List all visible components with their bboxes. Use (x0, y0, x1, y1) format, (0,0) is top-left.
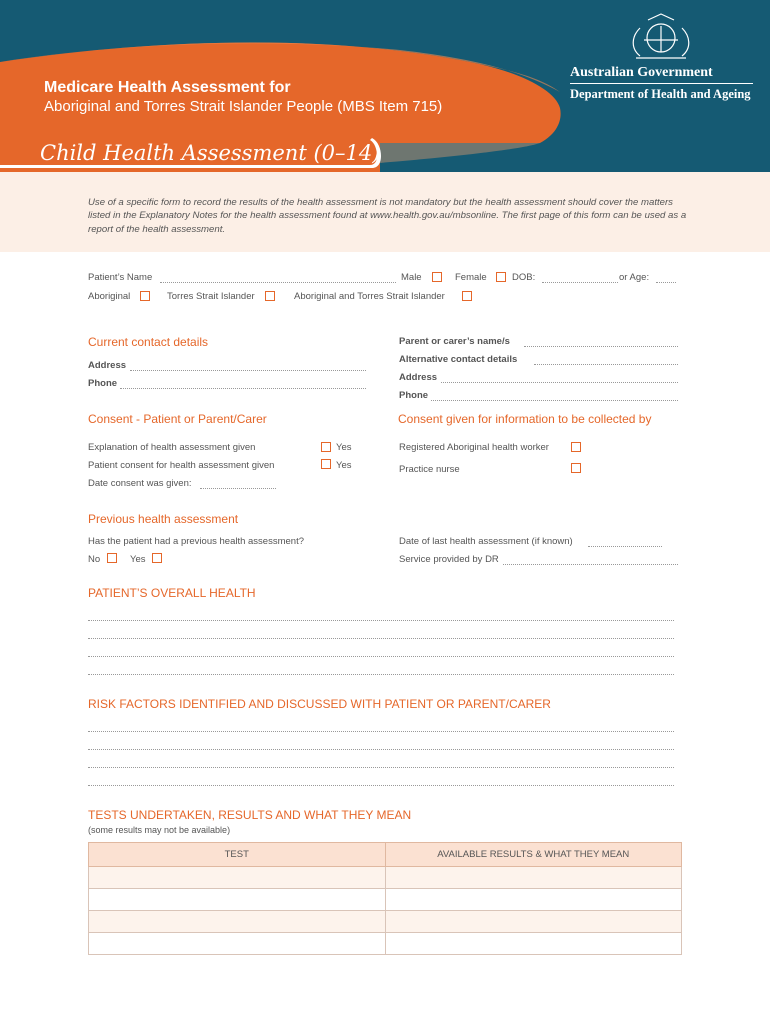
risk-factors-line[interactable] (88, 785, 674, 786)
tests-table (88, 842, 682, 955)
address-field[interactable] (130, 370, 366, 371)
phone-field[interactable] (120, 388, 366, 389)
result-cell[interactable] (385, 911, 682, 933)
service-provided-field[interactable] (503, 564, 678, 565)
alt-contact-label: Alternative contact details (399, 354, 518, 365)
aho-label: Registered Aboriginal health worker (399, 442, 549, 453)
parent-name-label: Parent or carer’s name/s (399, 336, 510, 347)
overall-health-line[interactable] (88, 620, 674, 621)
nurse-checkbox[interactable] (571, 463, 581, 473)
tests-table-header (89, 843, 682, 867)
alt-phone-field[interactable] (431, 400, 678, 401)
explanation-label: Explanation of health assessment given (88, 442, 256, 453)
both-checkbox[interactable] (462, 291, 472, 301)
contact-heading: Current contact details (88, 335, 209, 349)
table-row (89, 911, 682, 933)
patient-name-field[interactable] (160, 282, 396, 283)
consent-date-label: Date consent was given: (88, 478, 192, 489)
form-title-line2: Aboriginal and Torres Strait Islander People (MBS Item 715) (44, 98, 443, 115)
female-label: Female (455, 272, 487, 283)
alt-address-field[interactable] (441, 382, 678, 383)
age-label: or Age: (619, 272, 650, 283)
overall-health-heading: PATIENT’S OVERALL HEALTH (88, 586, 256, 600)
patient-consent-yes-label: Yes (336, 460, 352, 471)
previous-no-label: No (88, 554, 101, 565)
result-cell[interactable] (385, 889, 682, 911)
department-name: Department of Health and Ageing (570, 87, 751, 101)
last-assessment-date-label: Date of last health assessment (if known) (399, 536, 573, 547)
result-cell[interactable] (385, 933, 682, 955)
test-cell[interactable] (89, 933, 386, 955)
test-cell[interactable] (89, 889, 386, 911)
address-label: Address (88, 360, 127, 371)
tsi-label: Torres Strait Islander (167, 291, 255, 302)
dob-field[interactable] (542, 282, 618, 283)
test-cell[interactable] (89, 911, 386, 933)
nurse-label: Practice nurse (399, 464, 460, 475)
table-row (89, 933, 682, 955)
service-provided-label: Service provided by DR (399, 554, 499, 565)
previous-yes-checkbox[interactable] (152, 553, 162, 563)
alt-contact-field[interactable] (534, 364, 678, 365)
results-column-header: AVAILABLE RESULTS & WHAT THEY MEAN (385, 843, 682, 867)
previous-question: Has the patient had a previous health assessment? (88, 536, 304, 547)
risk-factors-line[interactable] (88, 767, 674, 768)
consent-date-field[interactable] (200, 488, 276, 489)
tests-subheading: (some results may not be available) (88, 825, 231, 835)
risk-factors-heading: RISK FACTORS IDENTIFIED AND DISCUSSED WITH PATIENT OR PARENT/CARER (88, 697, 551, 711)
overall-health-line[interactable] (88, 638, 674, 639)
overall-health-line[interactable] (88, 656, 674, 657)
explanation-yes-checkbox[interactable] (321, 442, 331, 452)
dob-label: DOB: (512, 272, 536, 283)
government-divider (570, 83, 753, 84)
government-name: Australian Government (570, 65, 713, 80)
previous-no-checkbox[interactable] (107, 553, 117, 563)
phone-label: Phone (88, 378, 118, 389)
intro-text: Use of a specific form to record the results of the health assessment is not mandatory but the health assessment should cover the matters listed in the Explanatory Notes for the health assessment found at www.health.gov.au/mbsonline. The first page of this form can be used as a report of the health assessment. (88, 197, 687, 235)
aboriginal-label: Aboriginal (88, 291, 131, 302)
collected-by-heading: Consent given for information to be collected by (398, 412, 652, 426)
previous-yes-label: Yes (130, 554, 146, 565)
patient-consent-yes-checkbox[interactable] (321, 459, 331, 469)
risk-factors-line[interactable] (88, 731, 674, 732)
table-row (89, 867, 682, 889)
female-checkbox[interactable] (496, 272, 506, 282)
parent-name-field[interactable] (524, 346, 678, 347)
overall-health-line[interactable] (88, 674, 674, 675)
aboriginal-checkbox[interactable] (140, 291, 150, 301)
intro-panel (0, 172, 770, 252)
both-label: Aboriginal and Torres Strait Islander (294, 291, 445, 302)
alt-phone-label: Phone (399, 390, 429, 401)
tests-heading: TESTS UNDERTAKEN, RESULTS AND WHAT THEY MEAN (88, 808, 412, 822)
aho-checkbox[interactable] (571, 442, 581, 452)
test-cell[interactable] (89, 867, 386, 889)
age-field[interactable] (656, 282, 676, 283)
result-cell[interactable] (385, 867, 682, 889)
alt-address-label: Address (399, 372, 438, 383)
male-label: Male (401, 272, 422, 283)
previous-heading: Previous health assessment (88, 512, 239, 526)
consent-heading: Consent - Patient or Parent/Carer (88, 412, 267, 426)
table-row (89, 889, 682, 911)
patient-consent-label: Patient consent for health assessment given (88, 460, 275, 471)
test-column-header: TEST (89, 843, 386, 867)
child-health-title: Child Health Assessment (0–14) (40, 141, 381, 165)
form-title-line1: Medicare Health Assessment for (44, 79, 291, 96)
explanation-yes-label: Yes (336, 442, 352, 453)
last-assessment-date-field[interactable] (588, 546, 662, 547)
risk-factors-line[interactable] (88, 749, 674, 750)
patient-name-label: Patient’s Name (88, 272, 153, 283)
male-checkbox[interactable] (432, 272, 442, 282)
tsi-checkbox[interactable] (265, 291, 275, 301)
